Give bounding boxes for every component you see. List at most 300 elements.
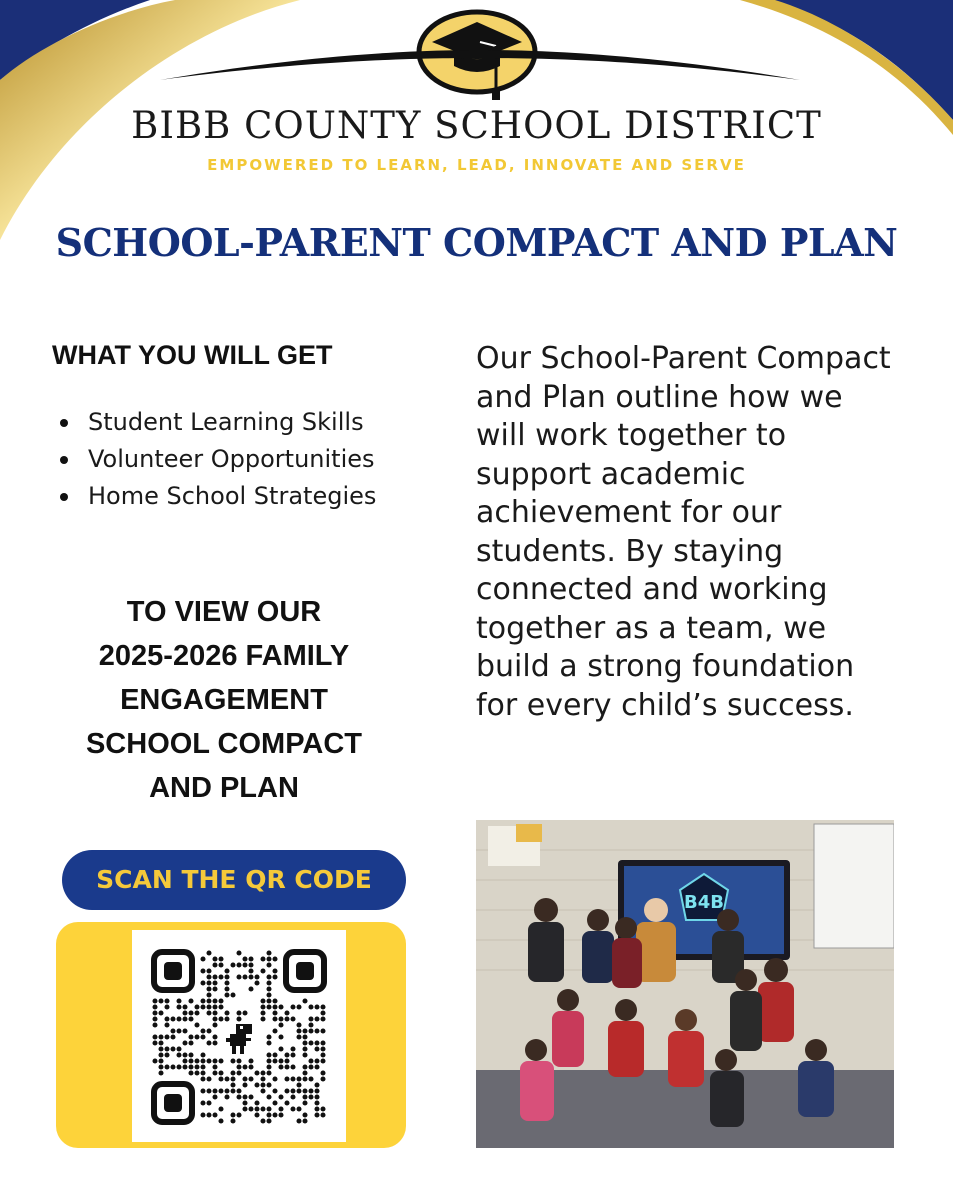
qr-module bbox=[314, 1106, 319, 1111]
page-title: SCHOOL-PARENT COMPACT AND PLAN bbox=[55, 220, 898, 265]
qr-module bbox=[314, 1088, 319, 1093]
qr-module bbox=[284, 1058, 289, 1063]
qr-module bbox=[182, 1016, 187, 1021]
qr-module bbox=[278, 1046, 283, 1051]
qr-module bbox=[212, 1088, 217, 1093]
qr-module bbox=[212, 1040, 217, 1045]
qr-module bbox=[212, 956, 217, 961]
qr-module bbox=[284, 1016, 289, 1021]
qr-module bbox=[260, 1106, 265, 1111]
qr-module bbox=[212, 1112, 217, 1117]
qr-module bbox=[266, 1040, 271, 1045]
qr-module bbox=[260, 1082, 265, 1087]
qr-module bbox=[200, 1076, 205, 1081]
qr-module bbox=[248, 974, 253, 979]
qr-module bbox=[314, 1016, 319, 1021]
qr-module bbox=[272, 1010, 277, 1015]
list-item bbox=[58, 404, 376, 441]
qr-module bbox=[176, 1028, 181, 1033]
qr-module bbox=[152, 1034, 157, 1039]
qr-module bbox=[242, 1094, 247, 1099]
qr-module bbox=[200, 1064, 205, 1069]
qr-module bbox=[224, 974, 229, 979]
list-item-label: Student Learning Skills bbox=[88, 408, 364, 436]
qr-module bbox=[302, 1076, 307, 1081]
qr-module bbox=[266, 974, 271, 979]
qr-module bbox=[200, 1070, 205, 1075]
screen-logo-text: B4B bbox=[684, 892, 724, 913]
qr-module bbox=[296, 1118, 301, 1123]
qr-module bbox=[212, 986, 217, 991]
view-plan-line: ENGAGEMENT bbox=[120, 684, 328, 716]
qr-module bbox=[176, 1064, 181, 1069]
qr-module bbox=[224, 1016, 229, 1021]
qr-module bbox=[224, 1010, 229, 1015]
qr-module bbox=[260, 1076, 265, 1081]
qr-module bbox=[200, 968, 205, 973]
qr-module bbox=[308, 1028, 313, 1033]
qr-module bbox=[302, 1118, 307, 1123]
qr-module bbox=[260, 968, 265, 973]
qr-module bbox=[224, 986, 229, 991]
qr-module bbox=[158, 1046, 163, 1051]
qr-module bbox=[254, 1070, 259, 1075]
qr-module bbox=[314, 1064, 319, 1069]
qr-module bbox=[200, 998, 205, 1003]
view-plan-line: AND PLAN bbox=[149, 772, 299, 804]
list-item bbox=[58, 441, 376, 478]
qr-module bbox=[296, 1088, 301, 1093]
qr-module bbox=[176, 1016, 181, 1021]
qr-module bbox=[302, 1052, 307, 1057]
qr-module bbox=[182, 1064, 187, 1069]
view-plan-line: 2025-2026 FAMILY bbox=[98, 640, 350, 672]
qr-module bbox=[236, 1070, 241, 1075]
qr-module bbox=[182, 1058, 187, 1063]
qr-module bbox=[206, 986, 211, 991]
qr-module bbox=[266, 980, 271, 985]
qr-module bbox=[152, 1022, 157, 1027]
qr-module bbox=[260, 1016, 265, 1021]
qr-module bbox=[206, 1028, 211, 1033]
qr-module bbox=[302, 1112, 307, 1117]
qr-module bbox=[152, 1004, 157, 1009]
qr-module bbox=[158, 1058, 163, 1063]
qr-module bbox=[284, 1010, 289, 1015]
qr-module bbox=[302, 1088, 307, 1093]
qr-module bbox=[314, 1112, 319, 1117]
qr-module bbox=[224, 1076, 229, 1081]
qr-finder-center bbox=[296, 962, 314, 980]
qr-module bbox=[302, 1028, 307, 1033]
qr-module bbox=[152, 1040, 157, 1045]
qr-module bbox=[308, 1058, 313, 1063]
qr-module bbox=[314, 1058, 319, 1063]
qr-module bbox=[224, 992, 229, 997]
qr-module bbox=[242, 1100, 247, 1105]
qr-module bbox=[218, 962, 223, 967]
qr-module bbox=[194, 1070, 199, 1075]
qr-module bbox=[320, 1076, 325, 1081]
qr-module bbox=[320, 1058, 325, 1063]
qr-module bbox=[212, 980, 217, 985]
qr-module bbox=[266, 1118, 271, 1123]
qr-module bbox=[278, 1016, 283, 1021]
qr-module bbox=[206, 998, 211, 1003]
logo-underline bbox=[160, 40, 800, 86]
qr-module bbox=[200, 1088, 205, 1093]
qr-finder-center bbox=[164, 962, 182, 980]
qr-module bbox=[314, 1004, 319, 1009]
scan-qr-button[interactable]: SCAN THE QR CODE bbox=[62, 850, 406, 910]
qr-module bbox=[224, 1094, 229, 1099]
qr-module bbox=[254, 1106, 259, 1111]
qr-module bbox=[194, 1034, 199, 1039]
qr-module bbox=[296, 1106, 301, 1111]
qr-module bbox=[266, 992, 271, 997]
qr-module bbox=[158, 1010, 163, 1015]
qr-module bbox=[194, 1004, 199, 1009]
qr-module bbox=[284, 1052, 289, 1057]
qr-module bbox=[206, 980, 211, 985]
qr-module bbox=[248, 1064, 253, 1069]
qr-module bbox=[242, 1106, 247, 1111]
qr-module bbox=[302, 1070, 307, 1075]
qr-module bbox=[212, 998, 217, 1003]
qr-module bbox=[152, 1058, 157, 1063]
qr-module bbox=[206, 974, 211, 979]
qr-module bbox=[290, 1064, 295, 1069]
qr-module bbox=[164, 998, 169, 1003]
qr-module bbox=[248, 962, 253, 967]
qr-module bbox=[206, 1010, 211, 1015]
qr-module bbox=[284, 1088, 289, 1093]
view-plan-heading bbox=[44, 590, 404, 810]
qr-module bbox=[182, 1010, 187, 1015]
qr-module bbox=[272, 1004, 277, 1009]
qr-module bbox=[308, 1094, 313, 1099]
qr-module bbox=[188, 1040, 193, 1045]
qr-module bbox=[302, 1094, 307, 1099]
qr-module bbox=[302, 1100, 307, 1105]
qr-module bbox=[200, 1058, 205, 1063]
qr-module bbox=[218, 1058, 223, 1063]
qr-module bbox=[218, 974, 223, 979]
qr-module bbox=[158, 1052, 163, 1057]
qr-module bbox=[272, 1100, 277, 1105]
qr-module bbox=[248, 1106, 253, 1111]
qr-module bbox=[284, 1100, 289, 1105]
qr-module bbox=[200, 1100, 205, 1105]
qr-module bbox=[188, 1064, 193, 1069]
qr-module bbox=[242, 974, 247, 979]
qr-module bbox=[182, 1040, 187, 1045]
qr-module bbox=[212, 974, 217, 979]
qr-module bbox=[320, 1010, 325, 1015]
qr-module bbox=[308, 1016, 313, 1021]
qr-module bbox=[314, 1028, 319, 1033]
qr-module bbox=[242, 962, 247, 967]
qr-module bbox=[164, 1034, 169, 1039]
qr-module bbox=[308, 1076, 313, 1081]
qr-module bbox=[206, 1112, 211, 1117]
qr-module bbox=[272, 956, 277, 961]
qr-module bbox=[248, 968, 253, 973]
qr-module bbox=[236, 1112, 241, 1117]
qr-module bbox=[218, 1106, 223, 1111]
qr-module bbox=[218, 1118, 223, 1123]
qr-module bbox=[272, 998, 277, 1003]
qr-module bbox=[164, 1016, 169, 1021]
qr-module bbox=[314, 1094, 319, 1099]
qr-module bbox=[224, 1088, 229, 1093]
qr-module bbox=[314, 1040, 319, 1045]
qr-module bbox=[212, 1094, 217, 1099]
qr-finder-center bbox=[164, 1094, 182, 1112]
district-name: BIBB COUNTY SCHOOL DISTRICT bbox=[131, 104, 822, 147]
qr-module bbox=[188, 1058, 193, 1063]
qr-module bbox=[320, 1070, 325, 1075]
classroom-photo bbox=[476, 820, 894, 1148]
qr-module bbox=[290, 1016, 295, 1021]
qr-module bbox=[236, 950, 241, 955]
qr-module bbox=[224, 968, 229, 973]
qr-module bbox=[266, 962, 271, 967]
qr-module bbox=[278, 1004, 283, 1009]
qr-module bbox=[296, 1076, 301, 1081]
qr-module bbox=[320, 1004, 325, 1009]
qr-module bbox=[308, 1022, 313, 1027]
qr-module bbox=[170, 1034, 175, 1039]
qr-module bbox=[152, 1010, 157, 1015]
qr-module bbox=[230, 1088, 235, 1093]
qr-module bbox=[236, 962, 241, 967]
benefits-heading: WHAT YOU WILL GET bbox=[52, 340, 333, 370]
qr-module bbox=[260, 1004, 265, 1009]
qr-module bbox=[266, 1082, 271, 1087]
qr-module bbox=[230, 1070, 235, 1075]
qr-module bbox=[236, 1064, 241, 1069]
qr-module bbox=[266, 1052, 271, 1057]
qr-module bbox=[242, 1076, 247, 1081]
qr-module bbox=[242, 1082, 247, 1087]
qr-module bbox=[224, 980, 229, 985]
qr-module bbox=[176, 1046, 181, 1051]
qr-module bbox=[152, 998, 157, 1003]
qr-module bbox=[266, 1034, 271, 1039]
qr-module bbox=[164, 1064, 169, 1069]
qr-module bbox=[260, 1010, 265, 1015]
qr-module bbox=[248, 956, 253, 961]
qr-module bbox=[320, 1040, 325, 1045]
qr-module bbox=[278, 1112, 283, 1117]
qr-module bbox=[254, 1082, 259, 1087]
qr-module bbox=[218, 1070, 223, 1075]
qr-module bbox=[290, 1094, 295, 1099]
qr-module bbox=[290, 1076, 295, 1081]
qr-module bbox=[182, 1004, 187, 1009]
qr-module bbox=[218, 1088, 223, 1093]
qr-module bbox=[266, 1070, 271, 1075]
qr-module bbox=[254, 980, 259, 985]
bullet-icon bbox=[60, 456, 68, 464]
qr-module bbox=[266, 1106, 271, 1111]
qr-module bbox=[206, 1076, 211, 1081]
qr-module bbox=[164, 1046, 169, 1051]
qr-module bbox=[218, 1016, 223, 1021]
qr-module bbox=[206, 968, 211, 973]
qr-module bbox=[278, 1094, 283, 1099]
qr-module bbox=[200, 1028, 205, 1033]
qr-module bbox=[236, 1088, 241, 1093]
qr-module bbox=[158, 1070, 163, 1075]
qr-module bbox=[236, 1010, 241, 1015]
qr-module bbox=[266, 1094, 271, 1099]
qr-module bbox=[290, 1004, 295, 1009]
qr-module bbox=[272, 1088, 277, 1093]
qr-module bbox=[296, 1082, 301, 1087]
qr-module bbox=[248, 1076, 253, 1081]
qr-module bbox=[272, 1016, 277, 1021]
qr-module bbox=[302, 1040, 307, 1045]
qr-module bbox=[278, 1022, 283, 1027]
qr-module bbox=[158, 1064, 163, 1069]
qr-module bbox=[272, 1076, 277, 1081]
qr-module bbox=[200, 1034, 205, 1039]
qr-module bbox=[230, 992, 235, 997]
view-plan-line: TO VIEW OUR bbox=[126, 596, 322, 628]
qr-module bbox=[272, 1028, 277, 1033]
qr-module bbox=[230, 1058, 235, 1063]
qr-module bbox=[206, 1004, 211, 1009]
qr-module bbox=[308, 1064, 313, 1069]
qr-module bbox=[230, 962, 235, 967]
qr-module bbox=[194, 1058, 199, 1063]
qr-module bbox=[212, 1034, 217, 1039]
qr-module bbox=[242, 1010, 247, 1015]
qr-module bbox=[314, 1082, 319, 1087]
list-item-label: Volunteer Opportunities bbox=[88, 445, 375, 473]
qr-module bbox=[296, 1022, 301, 1027]
qr-module bbox=[254, 1100, 259, 1105]
qr-module bbox=[284, 1064, 289, 1069]
qr-module bbox=[266, 950, 271, 955]
list-item bbox=[58, 478, 376, 515]
list-item-label: Home School Strategies bbox=[88, 482, 377, 510]
qr-module bbox=[218, 956, 223, 961]
district-tagline: EMPOWERED TO LEARN, LEAD, INNOVATE AND SERVE bbox=[207, 156, 746, 174]
qr-module bbox=[272, 1112, 277, 1117]
qr-module bbox=[272, 974, 277, 979]
qr-module bbox=[206, 950, 211, 955]
qr-module bbox=[218, 1004, 223, 1009]
qr-module bbox=[200, 1004, 205, 1009]
qr-module bbox=[236, 974, 241, 979]
qr-module bbox=[188, 1016, 193, 1021]
qr-module bbox=[206, 1100, 211, 1105]
qr-module bbox=[188, 1052, 193, 1057]
qr-module bbox=[308, 1088, 313, 1093]
qr-module bbox=[170, 1016, 175, 1021]
qr-code-image bbox=[132, 930, 346, 1142]
qr-module bbox=[206, 1088, 211, 1093]
qr-module bbox=[302, 1064, 307, 1069]
qr-module bbox=[272, 1052, 277, 1057]
qr-module bbox=[212, 962, 217, 967]
qr-module bbox=[260, 956, 265, 961]
qr-module bbox=[272, 968, 277, 973]
qr-module bbox=[272, 1058, 277, 1063]
qr-module bbox=[236, 1094, 241, 1099]
qr-module bbox=[266, 1058, 271, 1063]
qr-module bbox=[302, 1034, 307, 1039]
qr-module bbox=[302, 998, 307, 1003]
qr-module bbox=[320, 1028, 325, 1033]
qr-module bbox=[248, 1058, 253, 1063]
qr-module bbox=[212, 1010, 217, 1015]
qr-module bbox=[212, 1058, 217, 1063]
qr-module bbox=[290, 1046, 295, 1051]
qr-module bbox=[194, 1022, 199, 1027]
qr-module bbox=[236, 1058, 241, 1063]
qr-module bbox=[278, 1058, 283, 1063]
qr-module bbox=[266, 1112, 271, 1117]
qr-module bbox=[248, 1094, 253, 1099]
qr-module bbox=[158, 1040, 163, 1045]
qr-module bbox=[248, 986, 253, 991]
qr-module bbox=[230, 1112, 235, 1117]
qr-module bbox=[230, 1118, 235, 1123]
qr-module bbox=[320, 1112, 325, 1117]
qr-module bbox=[212, 1064, 217, 1069]
intro-paragraph: Our School-Parent Compact and Plan outline how we will work together to support academic achievement for our students. By staying connected and working together as a team, we build a strong foundation for every child’s success. bbox=[476, 341, 891, 723]
qr-module bbox=[170, 1064, 175, 1069]
qr-module bbox=[296, 1004, 301, 1009]
qr-module bbox=[266, 956, 271, 961]
qr-module bbox=[296, 1028, 301, 1033]
qr-module bbox=[164, 1052, 169, 1057]
qr-module bbox=[158, 998, 163, 1003]
qr-module bbox=[164, 1022, 169, 1027]
qr-module bbox=[260, 998, 265, 1003]
qr-module bbox=[158, 1034, 163, 1039]
qr-module bbox=[314, 1100, 319, 1105]
qr-module bbox=[290, 1106, 295, 1111]
qr-module bbox=[212, 1016, 217, 1021]
qr-module bbox=[254, 974, 259, 979]
qr-module bbox=[212, 1004, 217, 1009]
qr-module bbox=[170, 1028, 175, 1033]
qr-module bbox=[314, 1046, 319, 1051]
qr-module bbox=[296, 1034, 301, 1039]
qr-module bbox=[290, 1052, 295, 1057]
qr-module bbox=[302, 1046, 307, 1051]
qr-module bbox=[212, 1070, 217, 1075]
qr-module bbox=[188, 1034, 193, 1039]
qr-module bbox=[260, 1118, 265, 1123]
qr-module bbox=[236, 1016, 241, 1021]
qr-module bbox=[254, 1112, 259, 1117]
qr-module bbox=[278, 1106, 283, 1111]
qr-module bbox=[164, 1004, 169, 1009]
qr-module bbox=[152, 1016, 157, 1021]
qr-module bbox=[320, 1016, 325, 1021]
qr-module bbox=[290, 1088, 295, 1093]
qr-code[interactable] bbox=[132, 930, 346, 1142]
qr-module bbox=[188, 1070, 193, 1075]
qr-module bbox=[194, 1010, 199, 1015]
qr-module bbox=[200, 1052, 205, 1057]
